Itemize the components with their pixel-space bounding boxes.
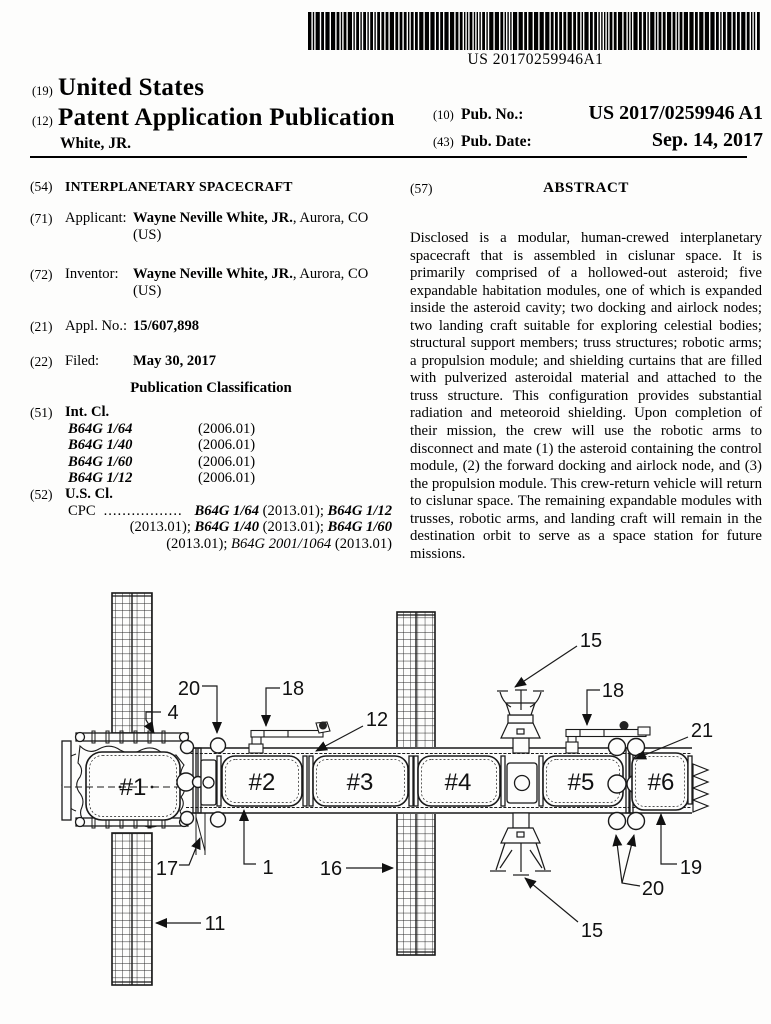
field-54-num: (54) — [30, 179, 53, 194]
cpc-label: CPC — [68, 503, 96, 520]
pub-date-row — [433, 129, 763, 152]
leader-15-bottom — [525, 878, 578, 922]
field-71-num: (71) — [30, 211, 53, 226]
field-72-inventor — [30, 266, 392, 300]
docking-port-circle — [181, 741, 194, 754]
figure-label-17: 17 — [155, 858, 179, 880]
solar-panel-lower-center — [397, 813, 435, 955]
lander-lower — [490, 813, 551, 875]
int-cl-row — [30, 454, 392, 470]
ref-num-12: (12) — [32, 114, 53, 128]
leader-20-bottom-b — [622, 835, 634, 883]
ipc-code: B64G 1/12 — [68, 469, 133, 486]
abstract-heading-row — [410, 180, 762, 197]
header-divider — [30, 156, 747, 158]
module-2-label: #2 — [248, 769, 276, 796]
docking-node-center — [507, 763, 537, 803]
figure-label-18-right: 18 — [601, 680, 625, 702]
leader-1 — [244, 810, 256, 864]
ipc-code: B64G 1/64 — [68, 421, 133, 437]
int-cl-row — [30, 470, 392, 486]
biblio-column — [30, 178, 392, 552]
field-52-num: (52) — [30, 487, 53, 503]
header-right — [433, 102, 763, 156]
module-5-label: #5 — [567, 769, 595, 796]
doc-type-line — [32, 104, 395, 132]
field-52-us-cl — [30, 486, 392, 503]
patent-figure — [0, 560, 771, 1024]
docking-port-circle — [211, 812, 226, 827]
filed-label: Filed: — [65, 353, 100, 369]
us-cl-label: U.S. Cl. — [65, 486, 113, 503]
lander-upper — [497, 690, 544, 753]
docking-port-circle — [211, 738, 226, 753]
pub-no-label: Pub. No.: — [461, 106, 524, 123]
abstract-text: Disclosed is a modular, human-crewed interplanetary spacecraft that is assembled in cislunar space. It is primarily comprised of a hollowed-out asteroid; five expandable habitation modules, one of which is expanded inside the asteroid cavity; two docking and airlock nodes; two landing craft suitable for exploring celestial bodies; structural support members; truss structures; robotic arms; a propulsion module; and shielding curtains that are filled with pulverized asteroidal material and attached to the truss structure. This configuration provides substantial radiation and meteoroid shielding. Upon completion of their mission, the crew will use the robotic arms to disconnect and mate (1) the asteroid containing the control module, (2) the forward docking and airlock node, and (3) the propulsion module. This crew-return vehicle will return to cislunar space. The remaining expandable modules with trusses, robotic arms, and landing craft will remain in the destination orbit to serve as a space station for future missions. — [410, 230, 762, 562]
figure-label-15-top: 15 — [579, 630, 603, 652]
module-1-label: #1 — [119, 774, 147, 801]
cpc-year: (2013.01); — [259, 503, 328, 520]
inventor-label: Inventor: — [65, 266, 119, 282]
cpc-code: B64G 2001/1064 — [231, 535, 332, 552]
module-4-label: #4 — [444, 769, 472, 796]
doc-type-label: Patent Application Publication — [58, 104, 395, 131]
cpc-year: (2013.01); — [166, 535, 232, 552]
ipc-year: (2006.01) — [198, 469, 256, 486]
figure-label-11: 11 — [204, 913, 226, 935]
leader-15-top — [515, 646, 577, 687]
figure-label-12: 12 — [365, 709, 389, 731]
cpc-code: B64G 1/12 — [327, 503, 392, 520]
header-left — [32, 74, 395, 153]
applicant-location: , Aurora, CO — [292, 210, 369, 226]
inventor-short-name: White, JR. — [60, 135, 132, 152]
field-54-title — [30, 178, 392, 195]
figure-label-19: 19 — [679, 857, 703, 879]
pub-no-value: US 2017/0259946 A1 — [588, 102, 763, 124]
cpc-year: (2013.01); — [129, 519, 195, 536]
docking-port-circle — [608, 775, 626, 793]
field-22-num: (22) — [30, 354, 53, 369]
barcode — [308, 12, 763, 50]
module-3-label: #3 — [346, 769, 374, 796]
leader-19 — [661, 814, 677, 864]
solar-panel-lower-left — [112, 833, 152, 985]
leader-18-right — [587, 690, 600, 725]
inventor-country: (US) — [133, 283, 162, 299]
pub-date-label: Pub. Date: — [461, 133, 532, 150]
figure-label-16: 16 — [319, 858, 343, 880]
int-cl-row — [30, 421, 392, 437]
ref-num-19: (19) — [32, 84, 53, 98]
filed-value: May 30, 2017 — [133, 353, 217, 369]
applicant-name: Wayne Neville White, JR. — [133, 210, 293, 226]
pub-no-row — [433, 102, 763, 125]
country-line — [32, 74, 395, 102]
ipc-code: B64G 1/60 — [68, 453, 133, 470]
invention-title: INTERPLANETARY SPACECRAFT — [65, 179, 293, 194]
inventor-location: , Aurora, CO — [292, 266, 369, 282]
field-21-num: (21) — [30, 319, 53, 334]
docking-port-circle — [609, 813, 626, 830]
inventor-name: Wayne Neville White, JR. — [133, 266, 293, 282]
field-72-num: (72) — [30, 267, 53, 282]
applicant-country: (US) — [133, 227, 162, 243]
figure-label-20-bottom: 20 — [641, 878, 665, 900]
appl-no-value: 15/607,898 — [133, 318, 200, 334]
figure-label-21: 21 — [690, 720, 714, 742]
field-51-num: (51) — [30, 405, 53, 420]
ref-num-10: (10) — [433, 108, 454, 122]
module-6-label: #6 — [647, 769, 675, 796]
ipc-year: (2006.01) — [198, 421, 256, 437]
barcode-block — [308, 12, 763, 69]
cpc-line-1 — [30, 503, 392, 519]
abstract-column — [410, 180, 762, 563]
figure-label-18-left: 18 — [281, 678, 305, 700]
figure-label-1: 1 — [262, 857, 274, 879]
applicant-value — [133, 210, 392, 244]
int-cl-row — [30, 437, 392, 453]
cpc-code: B64G 1/64 — [194, 503, 260, 520]
ipc-code: B64G 1/40 — [68, 437, 133, 454]
figure-label-15-bottom: 15 — [580, 920, 604, 942]
field-21-appl-no — [30, 318, 392, 335]
field-51-int-cl — [30, 404, 392, 421]
field-71-applicant — [30, 210, 392, 244]
barcode-number: US 20170259946A1 — [467, 51, 604, 68]
cpc-code: B64G 1/40 — [194, 519, 260, 536]
docking-port-circle — [628, 813, 645, 830]
propulsion-nozzles — [693, 764, 708, 812]
applicant-label: Applicant: — [65, 210, 127, 226]
figure-label-4: 4 — [167, 702, 179, 724]
cpc-year: (2013.01) — [331, 535, 392, 552]
field-22-filed — [30, 353, 392, 370]
truss-segment-17 — [196, 813, 205, 855]
leader-17 — [179, 838, 200, 865]
figure-label-20-top: 20 — [177, 678, 201, 700]
cpc-code: B64G 1/60 — [327, 519, 392, 536]
figure-area — [0, 560, 771, 1024]
inventor-value — [133, 266, 392, 300]
cpc-year: (2013.01); — [259, 519, 328, 536]
int-cl-label: Int. Cl. — [65, 404, 110, 420]
docking-port-circle — [609, 739, 626, 756]
docking-port-circle — [181, 812, 194, 825]
appl-no-label: Appl. No.: — [65, 318, 128, 334]
cpc-line-2 — [30, 519, 392, 535]
cpc-dots: ................. — [103, 503, 183, 520]
pub-date-value: Sep. 14, 2017 — [651, 129, 763, 151]
solar-panel-upper-center — [397, 612, 435, 750]
ipc-year: (2006.01) — [198, 437, 256, 454]
leader-18-left — [266, 688, 280, 726]
country-label: United States — [58, 74, 205, 101]
abstract-heading: ABSTRACT — [543, 180, 629, 196]
cpc-line-3 — [30, 536, 392, 552]
field-57-num: (57) — [410, 181, 433, 196]
ipc-year: (2006.01) — [198, 453, 256, 470]
publication-classification-heading: Publication Classification — [130, 380, 292, 396]
leader-20-top — [202, 686, 217, 733]
ref-num-43: (43) — [433, 135, 454, 149]
